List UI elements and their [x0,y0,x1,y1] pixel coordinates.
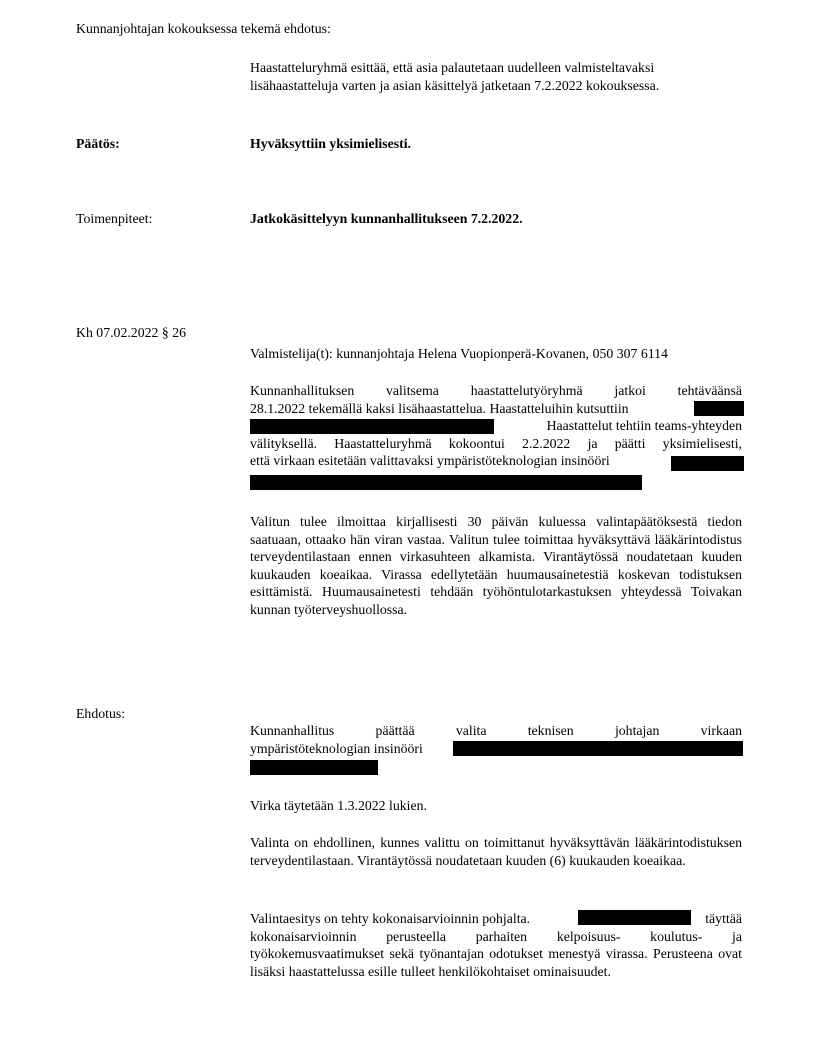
intro-proposal-line: Haastatteluryhmä esittää, että asia palautetaan uudelleen valmisteltavaksi [250,60,655,75]
paragraph-text: kokonaisarvioinnin perusteella parhaiten kelpoisuus- koulutus- ja työkokemusvaatimukset sekä työnantajan odotukset menestyä virassa. Perusteena ovat lisäksi haastattelussa esille tulleet henkilökohtaiset ominaisuudet. [250,928,742,979]
redaction-bar [694,401,744,416]
redaction-bar [250,419,494,434]
section-paragraph-2: Valitun tulee ilmoittaa kirjallisesti 30 päivän kuluessa valintapäätöksestä tiedon saatuaan, ottaako hän viran vastaa. Valitun tulee toimittaa hyväksyttävä lääkärintodistus terveydentilastaan ennen virkasuhteen alkamista. Virantäytössä noudatetaan kuuden kuukauden koeaikaa. Virassa edellytetään huumausainetestiä koskevan todistuksen esittämistä. Huumausainetesti tehdään työhöntulotarkastuksen yhteydessä Toivakan kunnan työterveyshuollossa. [250,514,742,617]
redaction-bar [671,456,744,471]
intro-heading: Kunnanjohtajan kokouksessa tekemä ehdotus: [76,21,331,36]
paragraph-line-text: Valintaesitys on tehty kokonaisarvioinnin pohjalta. [250,911,531,926]
redaction-bar [250,760,378,775]
paragraph-line [250,400,742,418]
paragraph-line-text: täyttää [705,911,742,926]
paragraph-line-text: 28.1.2022 tekemällä kaksi lisähaastattelua. Haastatteluihin kutsuttiin [250,400,629,416]
redaction-bar [578,910,691,925]
paragraph-line [250,452,742,470]
paragraph-line-text: ympäristöteknologian insinööri [250,740,423,756]
intro-proposal-line: lisähaastatteluja varten ja asian käsittelyä jatketaan 7.2.2022 kokouksessa. [250,77,660,93]
proposal-paragraph-3: Valinta on ehdollinen, kunnes valittu on toimittanut hyväksyttävän lääkärintodistuksen terveydentilastaan. Virantäytössä noudatetaan kuuden (6) kuukauden koeaikaa. [250,835,742,868]
proposal-paragraph-2: Virka täytetään 1.3.2022 lukien. [250,798,427,813]
preparer-line: Valmistelija(t): kunnanjohtaja Helena Vuopionperä-Kovanen, 050 307 6114 [250,346,668,361]
actions-label: Toimenpiteet: [76,211,153,226]
redaction-bar [453,741,743,756]
intro-proposal [250,59,742,94]
redaction-bar [250,475,642,490]
decision-text: Hyväksyttiin yksimielisesti. [250,136,411,151]
paragraph-line: Kunnanhallituksen valitsema haastattelutyöryhmä jatkoi tehtäväänsä [250,383,742,398]
proposal-label: Ehdotus: [76,706,126,721]
paragraph-line-text: että virkaan esitetään valittavaksi ympäristöteknologian insinööri [250,453,610,469]
paragraph-line-text: Haastattelut tehtiin teams-yhteyden [546,418,742,434]
section-label: Kh 07.02.2022 § 26 [76,325,186,340]
decision-label: Päätös: [76,136,120,151]
actions-text: Jatkokäsittelyyn kunnanhallitukseen 7.2.2022. [250,211,523,226]
paragraph-line: Kunnanhallitus päättää valita teknisen johtajan virkaan [250,723,742,738]
paragraph-line: välityksellä. Haastatteluryhmä kokoontui 2.2.2022 ja päätti yksimielisesti, [250,435,742,451]
